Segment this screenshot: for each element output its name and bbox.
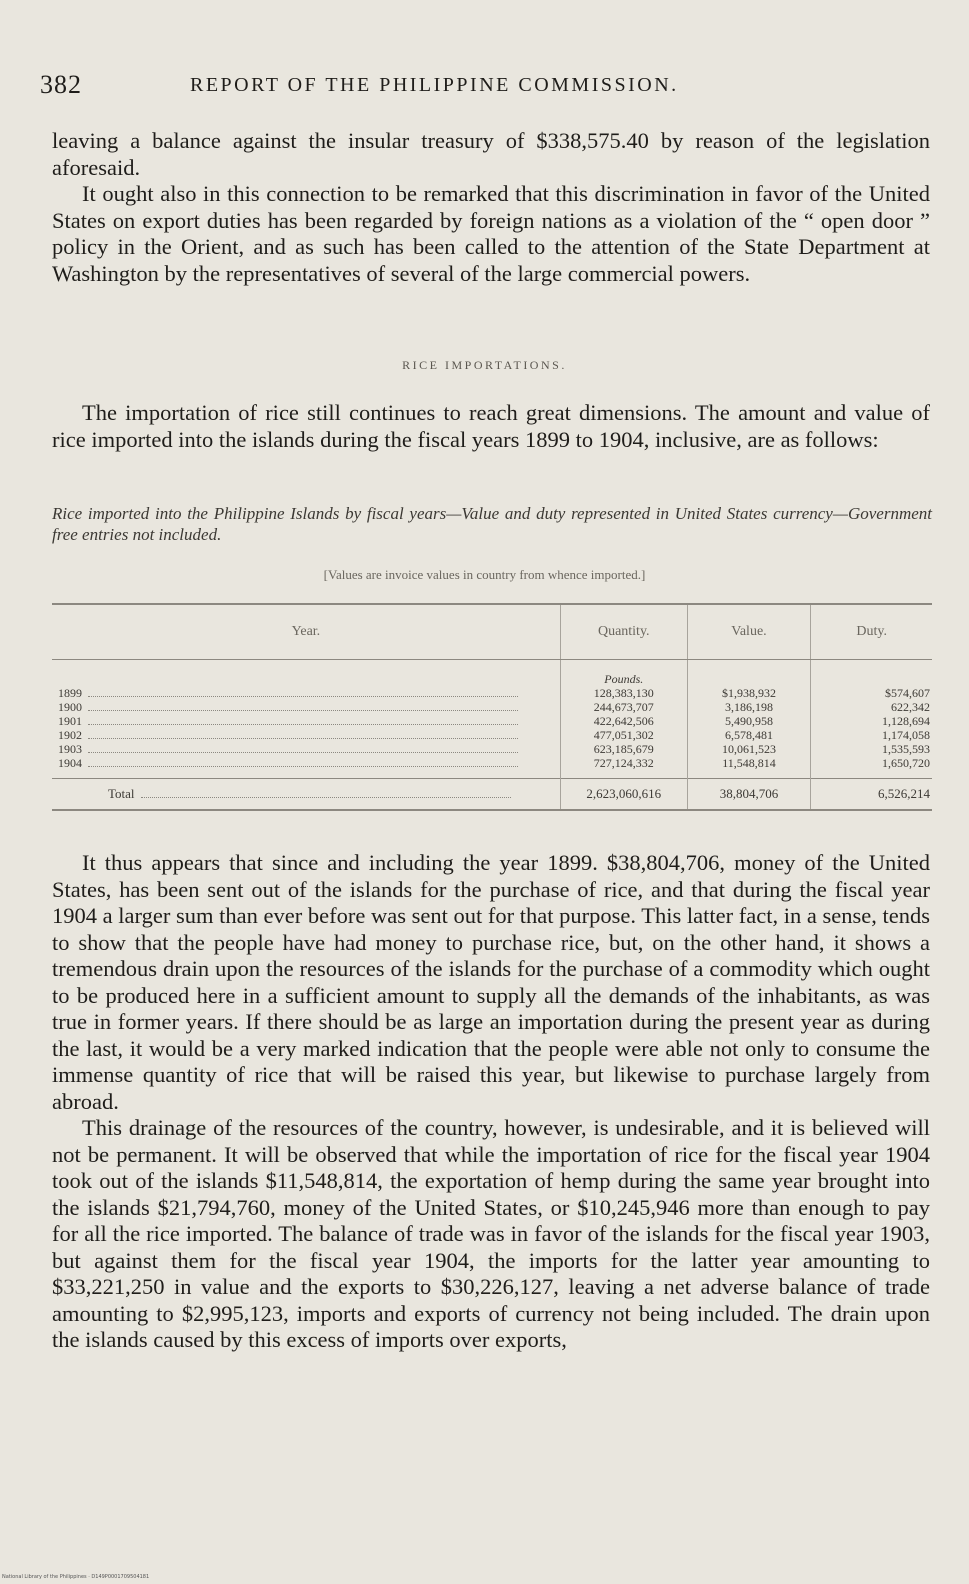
year-cell: 1904 [58, 756, 82, 770]
value-cell: 6,578,481 [687, 728, 811, 742]
section-intro-text [52, 400, 930, 453]
paragraph: It ought also in this connection to be remarked that this discrimination in favor of the United States on export duties has been regarded by foreign nations as a violation of the “ open door ” policy in the Orient, and as such has been called to the attention of the State Department at Washington by the representatives of several of the large commercial powers. [52, 181, 930, 286]
table-row [52, 686, 932, 700]
leader-dots [88, 688, 518, 697]
paragraph: It thus appears that since and including the year 1899. $38,804,706, money of the United States, has been sent out of the islands for the purchase of rice, and that during the fiscal year 1904 a larger sum than ever before was sent out for that purpose. This latter fact, in a sense, tends to show that the people have had money to purchase rice, but, on the other hand, it shows a tremendous drain upon the resources of the islands for the purchase of a commodity which ought to be produced here in a sufficient amount to supply all the demands of the inhabitants, as was true in former years. If there should be as large an importation during the present year as during the last, it would be a very marked indication that the people were able not only to consume the immense quantity of rice that will be raised this year, but likewise to purchase largely from abroad. [52, 850, 930, 1114]
total-duty: 6,526,214 [811, 779, 932, 811]
total-quantity: 2,623,060,616 [560, 779, 687, 811]
rice-table-wrap [52, 603, 932, 811]
year-header: Year. [52, 604, 560, 660]
quantity-cell: 128,383,130 [560, 686, 687, 700]
table-note: [Values are invoice values in country from whence imported.] [323, 567, 646, 582]
unit-row [52, 660, 932, 687]
leader-dots [88, 744, 518, 753]
year-cell: 1903 [58, 742, 82, 756]
leader-dots [88, 702, 518, 711]
value-cell: 10,061,523 [687, 742, 811, 756]
leader-dots [141, 789, 511, 798]
table-row [52, 742, 932, 756]
table-row [52, 756, 932, 779]
duty-cell: 622,342 [811, 700, 932, 714]
scan-footer: National Library of the Philippines · D149P0001709504181 [2, 1574, 150, 1580]
quantity-cell: 477,051,302 [560, 728, 687, 742]
leader-dots [88, 730, 518, 739]
quantity-header: Quantity. [560, 604, 687, 660]
value-cell: 3,186,198 [687, 700, 811, 714]
quantity-cell: 623,185,679 [560, 742, 687, 756]
leader-dots [88, 758, 518, 767]
table-header-row [52, 604, 932, 660]
leader-dots [88, 716, 518, 725]
running-title: REPORT OF THE PHILIPPINE COMMISSION. [190, 74, 679, 96]
rice-imports-table [52, 603, 932, 811]
table-row [52, 700, 932, 714]
paragraph: The importation of rice still continues to reach great dimensions. The amount and value of rice imported into the islands during the fiscal years 1899 to 1904, inclusive, are as follows: [52, 400, 930, 452]
year-cell: 1899 [58, 686, 82, 700]
duty-cell: 1,174,058 [811, 728, 932, 742]
duty-cell: 1,535,593 [811, 742, 932, 756]
year-cell: 1901 [58, 714, 82, 728]
total-label: Total [108, 786, 135, 801]
paragraph: leaving a balance against the insular treasury of $338,575.40 by reason of the legislation aforesaid. [52, 128, 930, 180]
page-number: 382 [40, 70, 82, 99]
quantity-unit: Pounds. [560, 660, 687, 687]
total-value: 38,804,706 [687, 779, 811, 811]
duty-header: Duty. [811, 604, 932, 660]
quantity-cell: 727,124,332 [560, 756, 687, 779]
section-heading: RICE IMPORTATIONS. [402, 358, 567, 372]
duty-cell: 1,650,720 [811, 756, 932, 779]
duty-cell: $574,607 [811, 686, 932, 700]
value-header: Value. [687, 604, 811, 660]
value-cell: 5,490,958 [687, 714, 811, 728]
total-row [52, 779, 932, 811]
table-row [52, 728, 932, 742]
table-caption: Rice imported into the Philippine Islands by fiscal years—Value and duty represented in United States currency—Government free entries not included. [52, 504, 932, 544]
quantity-cell: 244,673,707 [560, 700, 687, 714]
year-cell: 1900 [58, 700, 82, 714]
value-cell: 11,548,814 [687, 756, 811, 779]
value-cell: $1,938,932 [687, 686, 811, 700]
year-cell: 1902 [58, 728, 82, 742]
intro-text [52, 128, 930, 287]
duty-cell: 1,128,694 [811, 714, 932, 728]
quantity-cell: 422,642,506 [560, 714, 687, 728]
running-head [40, 70, 900, 110]
closing-text [52, 850, 930, 1354]
paragraph: This drainage of the resources of the country, however, is undesirable, and it is believed will not be permanent. It will be observed that while the importation of rice for the fiscal year 1904 took out of the islands $11,548,814, the exportation of hemp during the same year brought into the islands $21,794,760, money of the United States, or $10,245,946 more than enough to pay for all the rice imported. The balance of trade was in favor of the islands for the fiscal year 1903, but against them for the fiscal year 1904, the imports for the latter year amounting to $33,221,250 in value and the exports to $30,226,127, leaving a net adverse balance of trade amounting to $2,995,123, imports and exports of currency not being included. The drain upon the islands caused by this excess of imports over exports, [52, 1115, 930, 1352]
table-row [52, 714, 932, 728]
